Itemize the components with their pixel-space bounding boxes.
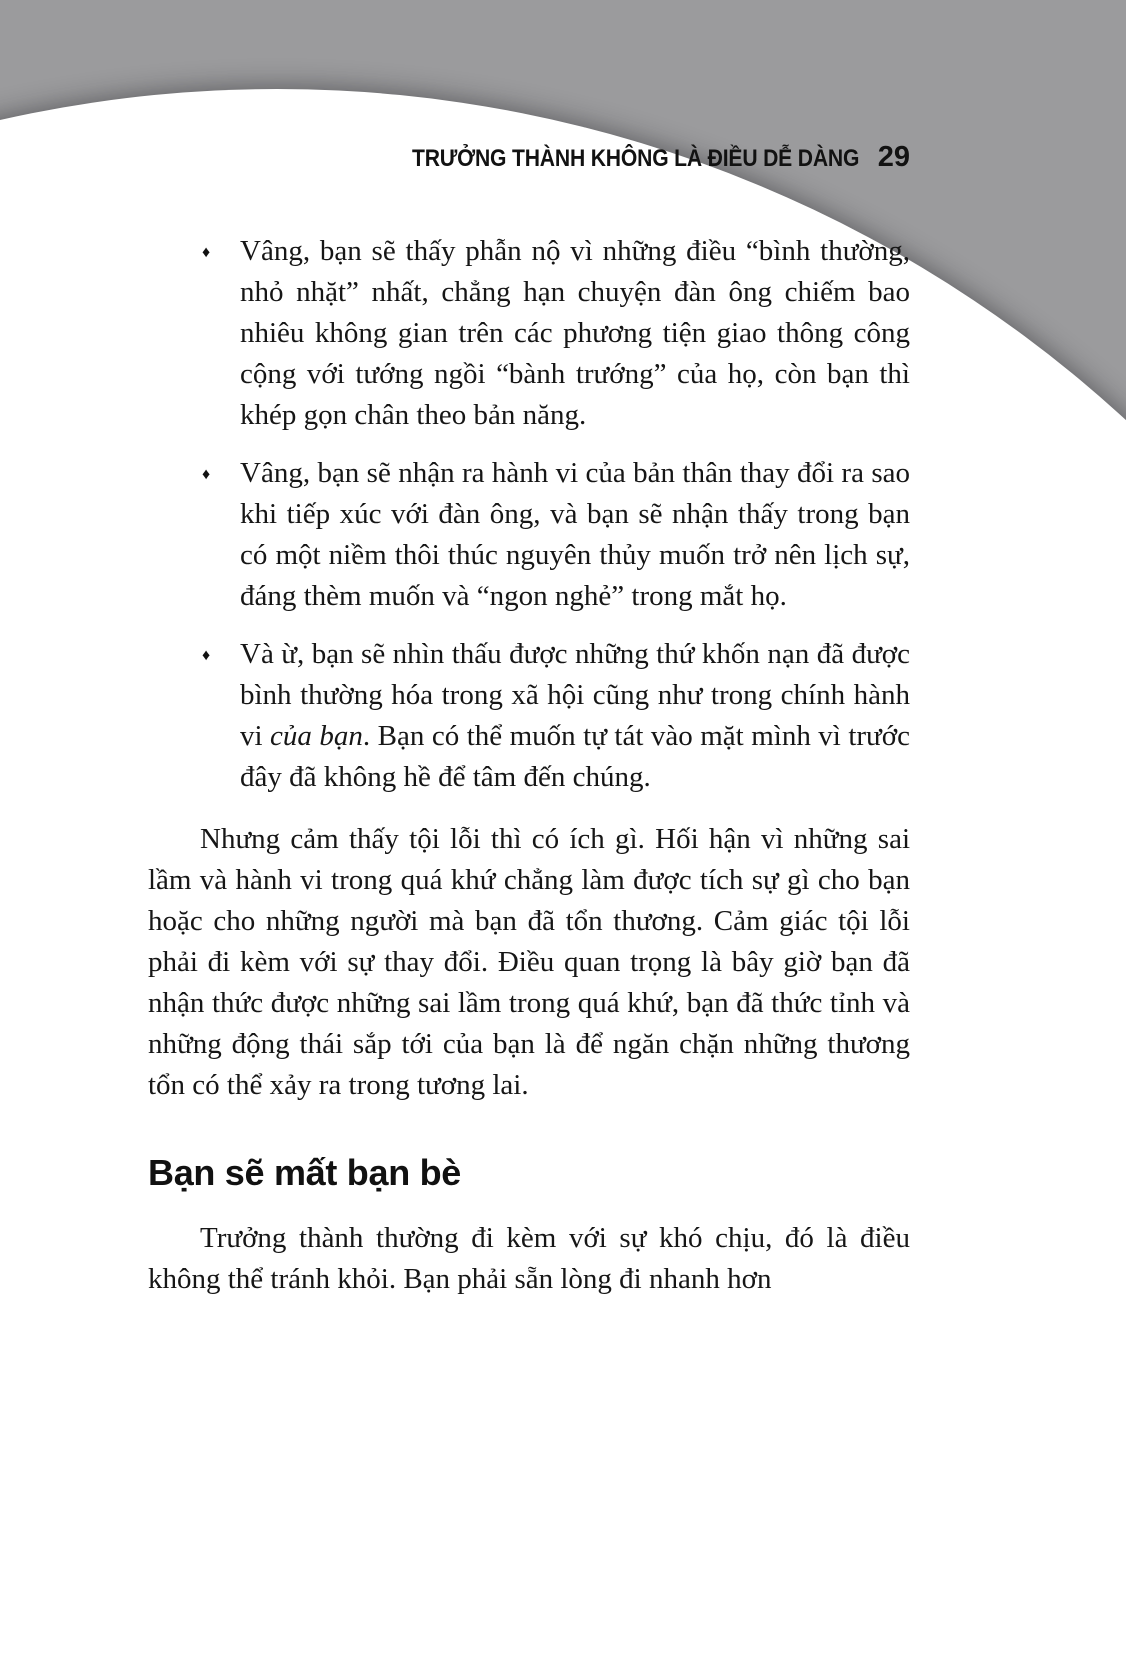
bullet-list — [148, 231, 910, 798]
page-content — [148, 0, 910, 1300]
body-paragraph: Trưởng thành thường đi kèm với sự khó chịu, đó là điều không thể tránh khỏi. Bạn phải sẵn lòng đi nhanh hơn — [148, 1222, 910, 1295]
running-header-title: TRƯỞNG THÀNH KHÔNG LÀ ĐIỀU DỄ DÀNG — [412, 145, 860, 172]
list-item-text: Vâng, bạn sẽ thấy phẫn nộ vì những điều “bình thường, nhỏ nhặt” nhất, chẳng hạn chuyện đàn ông chiếm bao nhiêu không gian trên các phương tiện giao thông công cộng với tướng ngồi “bành trướng” của họ, còn bạn thì khép gọn chân theo bản năng. — [240, 235, 910, 431]
diamond-bullet-icon: ♦ — [202, 244, 211, 261]
page-number: 29 — [877, 141, 910, 173]
diamond-bullet-icon: ♦ — [202, 647, 211, 664]
list-item-text-italic: của bạn — [270, 720, 363, 752]
list-item-text: . Bạn có thể muốn tự tát vào mặt mình vì trước đây đã không hề để tâm đến chúng. — [240, 720, 910, 793]
diamond-bullet-icon: ♦ — [202, 466, 211, 483]
body-paragraph: Nhưng cảm thấy tội lỗi thì có ích gì. Hối hận vì những sai lầm và hành vi trong quá khứ chẳng làm được tích sự gì cho bạn hoặc cho những người mà bạn đã tổn thương. Cảm giác tội lỗi phải đi kèm với sự thay đổi. Điều quan trọng là bây giờ bạn đã nhận thức được những sai lầm trong quá khứ, bạn đã thức tỉnh và những động thái sắp tới của bạn là để ngăn chặn những thương tổn có thể xảy ra trong tương lai. — [148, 823, 910, 1101]
list-item-text: Và ừ, bạn sẽ nhìn thấu được những thứ khốn nạn đã được bình thường hóa trong xã hội cũng như trong chính hành vi — [240, 638, 910, 752]
running-header — [148, 141, 910, 174]
list-item — [148, 453, 910, 617]
list-item — [148, 634, 910, 798]
section-heading: Bạn sẽ mất bạn bè — [148, 1152, 461, 1193]
list-item — [148, 231, 910, 436]
list-item-text: Vâng, bạn sẽ nhận ra hành vi của bản thân thay đổi ra sao khi tiếp xúc với đàn ông, và bạn sẽ nhận thấy trong bạn có một niềm thôi thúc nguyên thủy muốn trở nên lịch sự, đáng thèm muốn và “ngon nghẻ” trong mắt họ. — [240, 457, 910, 612]
